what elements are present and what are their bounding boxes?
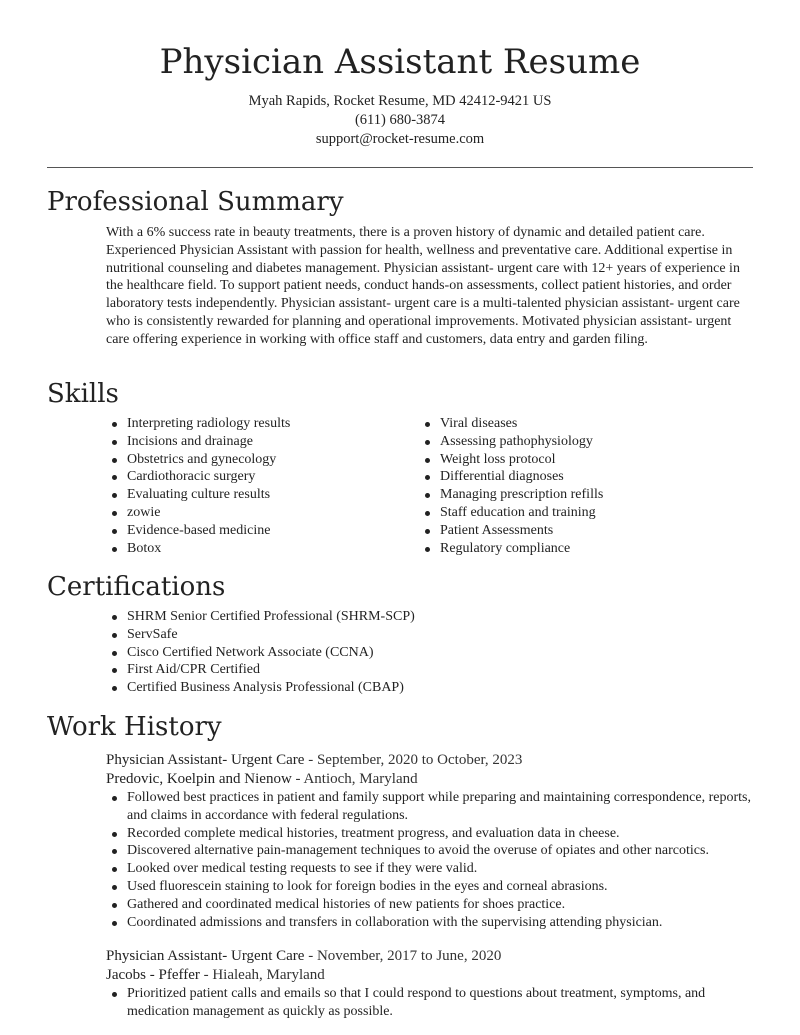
skill-item: Viral diseases <box>440 415 753 433</box>
job-entry <box>47 947 753 1021</box>
skill-item: zowie <box>127 504 440 522</box>
phone-line: (611) 680-3874 <box>354 112 446 128</box>
certification-item: Cisco Certified Network Associate (CCNA) <box>127 644 753 662</box>
job-bullet: Prioritized patient calls and emails so that I could respond to questions about treatment, symptoms, and medication management as quickly as possible. <box>127 985 753 1021</box>
skill-item: Differential diagnoses <box>440 468 753 486</box>
job-bullet: Coordinated admissions and transfers in collaboration with the supervising attending physician. <box>127 914 753 932</box>
resume-header <box>0 0 800 149</box>
job-location: - Antioch, Maryland <box>291 771 418 787</box>
job-title: Physician Assistant- Urgent Care <box>106 752 305 768</box>
skill-item: Patient Assessments <box>440 522 753 540</box>
job-bullet: Looked over medical testing requests to see if they were valid. <box>127 860 753 878</box>
certification-item: First Aid/CPR Certified <box>127 661 753 679</box>
job-dates: - November, 2017 to June, 2020 <box>304 948 502 965</box>
address-line: Myah Rapids, Rocket Resume, MD 42412-9421 US <box>248 93 552 109</box>
skill-item: Interpreting radiology results <box>127 415 440 433</box>
certifications-heading: Certifications <box>47 572 226 602</box>
certifications-section <box>47 571 753 697</box>
job-company: Jacobs - Pfeffer <box>106 967 200 984</box>
work-history-heading: Work History <box>47 712 222 742</box>
skill-item: Assessing pathophysiology <box>440 433 753 451</box>
job-entry <box>47 751 753 931</box>
job-bullet: Discovered alternative pain-management techniques to avoid the overuse of opiates and other narcotics. <box>127 842 753 860</box>
job-title: Physician Assistant- Urgent Care <box>106 948 305 965</box>
skill-item: Regulatory compliance <box>440 540 753 558</box>
job-bullet: Gathered and coordinated medical histories of new patients for shoes practice. <box>127 896 753 914</box>
summary-text: With a 6% success rate in beauty treatments, there is a proven history of dynamic and detailed patient care. Experienced Physician Assistant with passion for health, wellness and preventative care. Additional expertise in nutritional counseling and diabetes management. Physician assistant- urgent care with 12+ years of experience in the healthcare field. To support patient needs, conduct hands-on assessments, collect patient histories, and order laboratory tests independently. Physician assistant- urgent care is a multi-talented physician assistant- urgent care who is consistently rewarded for planning and operational improvements. Motivated physician assistant- urgent care offering experience in working with office staff and customers, data entry and garden filing. <box>106 225 740 347</box>
skill-item: Cardiothoracic surgery <box>127 468 440 486</box>
skill-item: Managing prescription refills <box>440 486 753 504</box>
skill-item: Obstetrics and gynecology <box>127 451 440 469</box>
job-company: Predovic, Koelpin and Nienow <box>106 771 292 787</box>
skill-item: Staff education and training <box>440 504 753 522</box>
skills-section <box>47 378 753 557</box>
skill-item: Incisions and drainage <box>127 433 440 451</box>
job-title-line <box>106 947 753 966</box>
job-title-line <box>106 751 753 770</box>
summary-heading: Professional Summary <box>47 187 344 217</box>
job-bullet: Followed best practices in patient and family support while preparing and maintaining correspondence, reports, and claims in accordance with federal regulations. <box>127 789 753 825</box>
job-bullet: Used fluorescein staining to look for foreign bodies in the eyes and corneal abrasions. <box>127 878 753 896</box>
job-dates: - September, 2020 to October, 2023 <box>304 752 523 768</box>
contact-info <box>0 92 800 149</box>
skill-item: Botox <box>127 540 440 558</box>
skill-item: Evidence-based medicine <box>127 522 440 540</box>
job-bullet: Recorded complete medical histories, treatment progress, and evaluation data in cheese. <box>127 825 753 843</box>
summary-section <box>47 186 753 349</box>
skills-left-column <box>47 415 440 557</box>
skills-right-column <box>440 415 753 557</box>
page-title: Physician Assistant Resume <box>159 42 641 82</box>
job-location: - Hialeah, Maryland <box>199 967 325 984</box>
certification-item: ServSafe <box>127 626 753 644</box>
job-bullet-list <box>47 789 753 931</box>
certifications-list <box>47 608 753 697</box>
job-bullet-list <box>47 985 753 1021</box>
job-company-line <box>106 770 753 789</box>
job-company-line <box>106 966 753 985</box>
skill-item: Weight loss protocol <box>440 451 753 469</box>
header-divider <box>47 167 753 168</box>
work-history-section <box>47 711 753 1021</box>
certification-item: Certified Business Analysis Professional (CBAP) <box>127 679 753 697</box>
skill-item: Evaluating culture results <box>127 486 440 504</box>
certification-item: SHRM Senior Certified Professional (SHRM-SCP) <box>127 608 753 626</box>
skills-columns <box>47 415 753 557</box>
email-line: support@rocket-resume.com <box>315 131 485 147</box>
skills-heading: Skills <box>47 379 119 409</box>
